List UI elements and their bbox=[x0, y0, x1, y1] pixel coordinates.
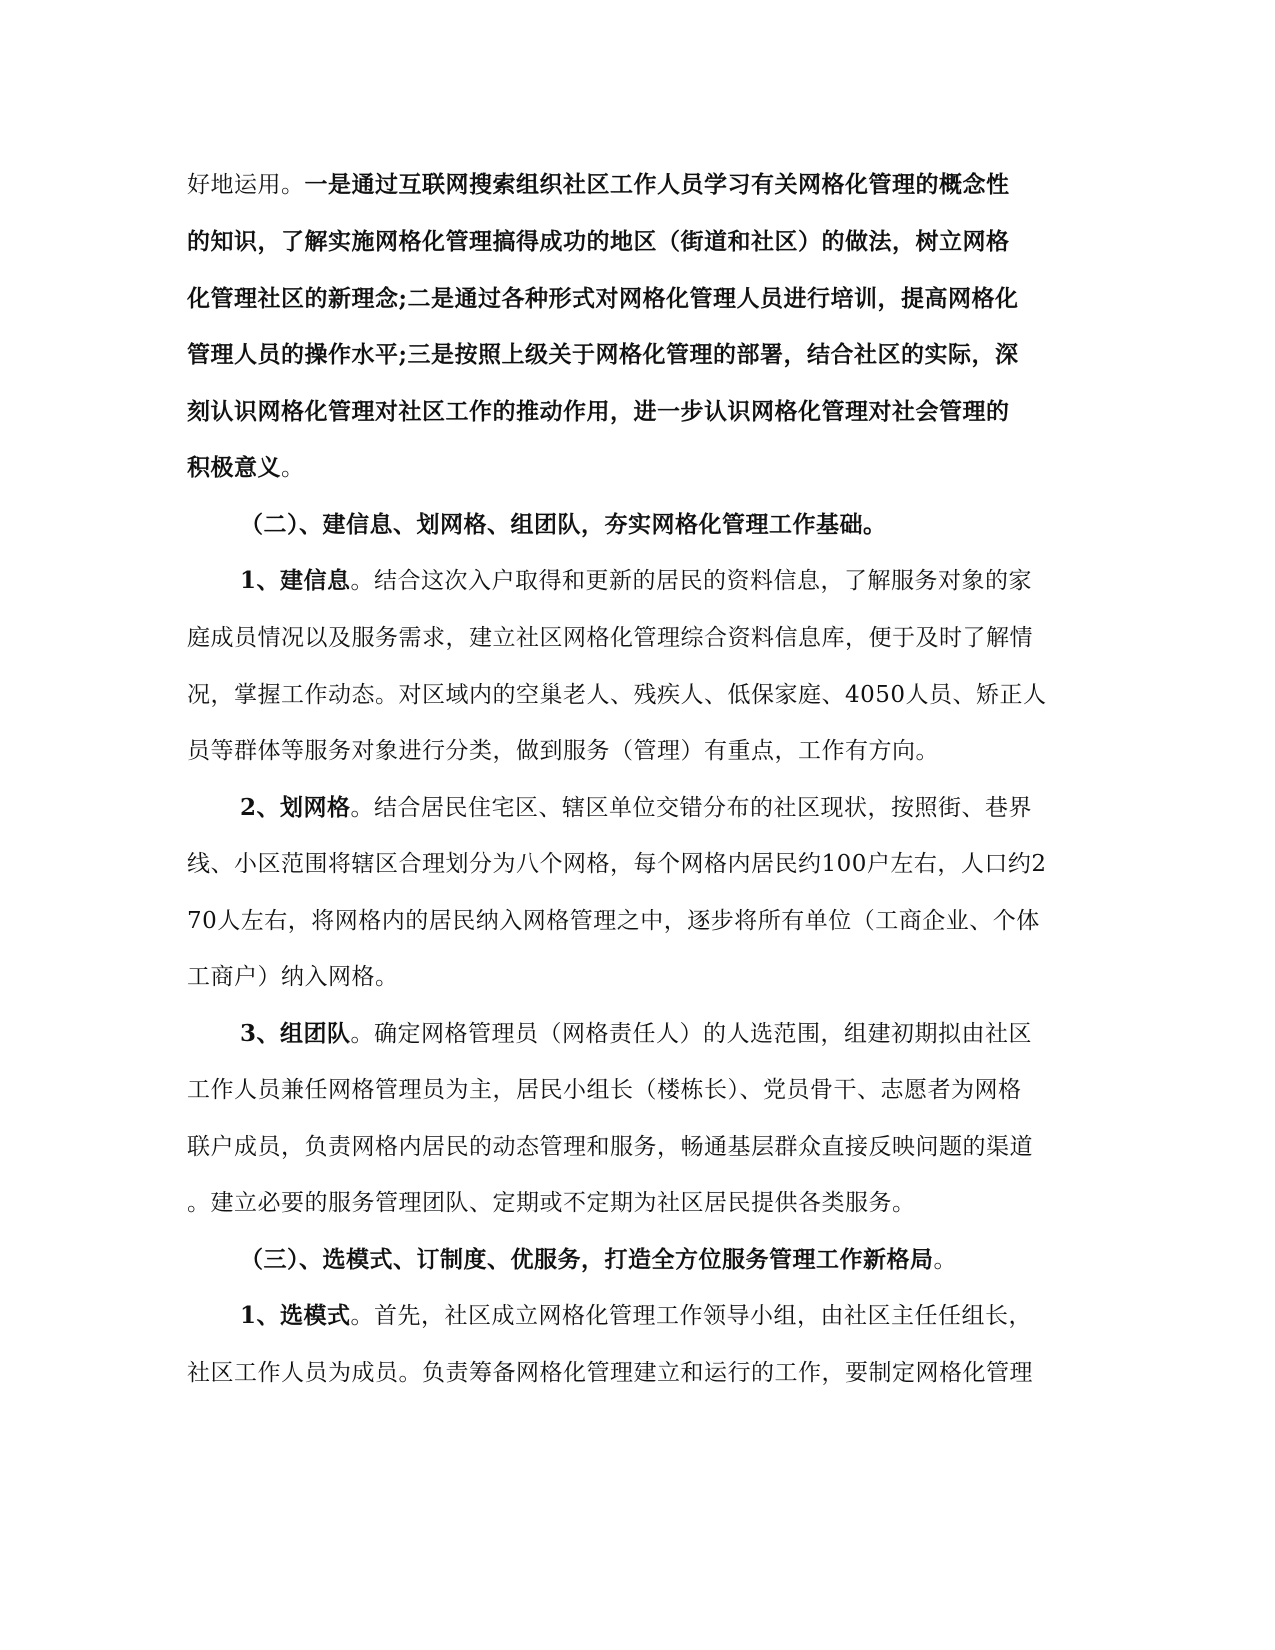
text-run: 好地运用。 bbox=[187, 172, 305, 198]
body-line-1 bbox=[187, 170, 1087, 200]
body-line-16 bbox=[240, 1019, 1140, 1049]
text-run: 线、小区范围将辖区合理划分为八个网格，每个网格内居民约100户左右，人口约2 bbox=[187, 851, 1047, 877]
text-run-bold: 2、划网格 bbox=[240, 794, 351, 821]
text-run: 。首先，社区成立网格化管理工作领导小组，由社区主任任组长， bbox=[350, 1303, 1033, 1329]
body-line-2 bbox=[187, 227, 1087, 257]
text-run-bold: （二）、建信息、划网格、组团队，夯实网格化管理工作基础。 bbox=[240, 511, 887, 538]
text-run-bold: 3、组团队 bbox=[240, 1020, 351, 1047]
body-line-19 bbox=[187, 1188, 1087, 1218]
text-run: 。建立必要的服务管理团队、定期或不定期为社区居民提供各类服务。 bbox=[187, 1190, 916, 1216]
text-run: 联户成员，负责网格内居民的动态管理和服务，畅通基层群众直接反映问题的渠道 bbox=[187, 1134, 1033, 1160]
text-run: 况，掌握工作动态。对区域内的空巢老人、残疾人、低保家庭、4050人员、矫正人 bbox=[187, 682, 1047, 708]
text-run-bold: 1、选模式 bbox=[240, 1302, 351, 1329]
text-run: 工作人员兼任网格管理员为主，居民小组长（楼栋长）、党员骨干、志愿者为网格 bbox=[187, 1077, 1022, 1103]
text-run: 。确定网格管理员（网格责任人）的人选范围，组建初期拟由社区 bbox=[350, 1021, 1033, 1047]
text-run-bold: 1、建信息 bbox=[240, 567, 351, 594]
text-run-bold: 的知识，了解实施网格化管理搞得成功的地区（街道和社区）的做法，树立网格 bbox=[187, 228, 1010, 255]
section-heading-3 bbox=[240, 1245, 1140, 1275]
body-line-4 bbox=[187, 340, 1087, 370]
text-run: 70人左右，将网格内的居民纳入网格管理之中，逐步将所有单位（工商企业、个体 bbox=[187, 908, 1040, 934]
body-line-17 bbox=[187, 1075, 1087, 1105]
body-line-6 bbox=[187, 453, 1087, 483]
text-run: 工商户）纳入网格。 bbox=[187, 964, 399, 990]
text-run: 庭成员情况以及服务需求，建立社区网格化管理综合资料信息库，便于及时了解情 bbox=[187, 625, 1033, 651]
text-run-bold: 管理人员的操作水平;三是按照上级关于网格化管理的部署，结合社区的实际，深 bbox=[187, 341, 1019, 368]
body-line-22 bbox=[187, 1358, 1087, 1388]
text-run-bold: 积极意义 bbox=[187, 454, 281, 481]
body-line-13 bbox=[187, 849, 1087, 879]
body-line-5 bbox=[187, 397, 1087, 427]
body-line-9 bbox=[187, 623, 1087, 653]
body-line-15 bbox=[187, 962, 1087, 992]
section-heading-2 bbox=[240, 510, 1140, 540]
text-run: 员等群体等服务对象进行分类，做到服务（管理）有重点，工作有方向。 bbox=[187, 738, 939, 764]
text-run: 。结合这次入户取得和更新的居民的资料信息，了解服务对象的家 bbox=[350, 568, 1033, 594]
text-run: 社区工作人员为成员。负责筹备网格化管理建立和运行的工作，要制定网格化管理 bbox=[187, 1360, 1033, 1386]
text-run-bold: 一是通过互联网搜索组织社区工作人员学习有关网格化管理的概念性 bbox=[304, 171, 1010, 198]
body-line-14 bbox=[187, 906, 1087, 936]
body-line-3 bbox=[187, 284, 1087, 314]
body-line-11 bbox=[187, 736, 1087, 766]
text-run-bold: 刻认识网格化管理对社区工作的推动作用，进一步认识网格化管理对社会管理的 bbox=[187, 398, 1010, 425]
text-run-bold: （三）、选模式、订制度、优服务，打造全方位服务管理工作新格局 bbox=[240, 1246, 934, 1273]
body-line-18 bbox=[187, 1132, 1087, 1162]
body-line-10 bbox=[187, 680, 1087, 710]
text-run: 。 bbox=[933, 1247, 957, 1273]
body-line-8 bbox=[240, 566, 1140, 596]
text-run: 。结合居民住宅区、辖区单位交错分布的社区现状，按照街、巷界 bbox=[350, 795, 1033, 821]
body-line-21 bbox=[240, 1301, 1140, 1331]
body-line-12 bbox=[240, 793, 1140, 823]
text-run-bold: 化管理社区的新理念;二是通过各种形式对网格化管理人员进行培训，提高网格化 bbox=[187, 285, 1019, 312]
text-run: 。 bbox=[281, 455, 305, 481]
